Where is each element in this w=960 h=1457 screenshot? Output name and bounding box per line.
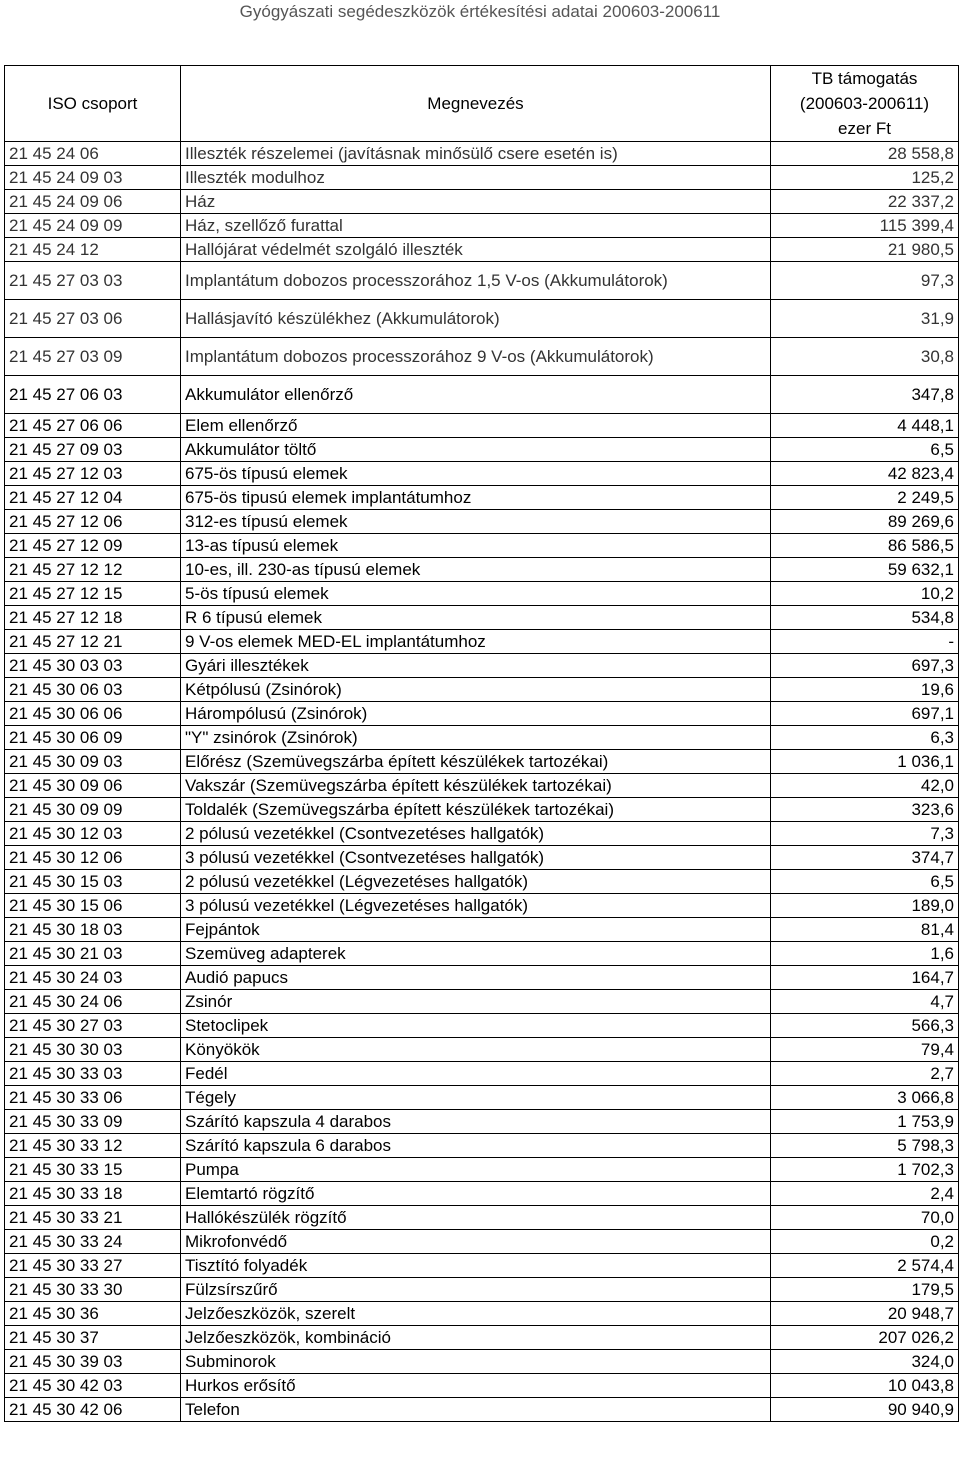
row-value: 2 574,4 bbox=[771, 1254, 959, 1278]
row-code: 21 45 30 33 06 bbox=[5, 1086, 181, 1110]
table-row bbox=[5, 262, 959, 300]
row-value: 697,3 bbox=[771, 654, 959, 678]
row-value: 4,7 bbox=[771, 990, 959, 1014]
row-value: 125,2 bbox=[771, 166, 959, 190]
row-code: 21 45 30 18 03 bbox=[5, 918, 181, 942]
row-value: 10 043,8 bbox=[771, 1374, 959, 1398]
row-name: Jelzőeszközök, szerelt bbox=[181, 1302, 771, 1326]
row-name: Előrész (Szemüvegszárba épített készülékek tartozékai) bbox=[181, 750, 771, 774]
row-name: Toldalék (Szemüvegszárba épített készülékek tartozékai) bbox=[181, 798, 771, 822]
row-value: 0,2 bbox=[771, 1230, 959, 1254]
row-name: Jelzőeszközök, kombináció bbox=[181, 1326, 771, 1350]
row-value: 1 036,1 bbox=[771, 750, 959, 774]
row-code: 21 45 27 12 12 bbox=[5, 558, 181, 582]
row-code: 21 45 30 30 03 bbox=[5, 1038, 181, 1062]
row-value: 2,7 bbox=[771, 1062, 959, 1086]
row-code: 21 45 27 06 06 bbox=[5, 414, 181, 438]
table-row bbox=[5, 798, 959, 822]
row-name: Elemtartó rögzítő bbox=[181, 1182, 771, 1206]
row-code: 21 45 30 12 03 bbox=[5, 822, 181, 846]
table-row bbox=[5, 1062, 959, 1086]
row-name: Akkumulátor ellenőrző bbox=[181, 376, 771, 414]
row-name: Könyökök bbox=[181, 1038, 771, 1062]
row-value: 19,6 bbox=[771, 678, 959, 702]
header-value-line3: ezer Ft bbox=[838, 119, 891, 138]
row-name: Szárító kapszula 6 darabos bbox=[181, 1134, 771, 1158]
table-row bbox=[5, 438, 959, 462]
table-row bbox=[5, 1302, 959, 1326]
row-code: 21 45 30 06 09 bbox=[5, 726, 181, 750]
row-code: 21 45 30 12 06 bbox=[5, 846, 181, 870]
row-code: 21 45 27 12 03 bbox=[5, 462, 181, 486]
table-row bbox=[5, 1230, 959, 1254]
header-value bbox=[771, 66, 959, 142]
row-value: 566,3 bbox=[771, 1014, 959, 1038]
row-code: 21 45 30 42 03 bbox=[5, 1374, 181, 1398]
table-row bbox=[5, 1086, 959, 1110]
row-value: 3 066,8 bbox=[771, 1086, 959, 1110]
table-row bbox=[5, 190, 959, 214]
row-value: 179,5 bbox=[771, 1278, 959, 1302]
table-row bbox=[5, 1014, 959, 1038]
row-value: 697,1 bbox=[771, 702, 959, 726]
row-code: 21 45 30 33 15 bbox=[5, 1158, 181, 1182]
row-value: 1 702,3 bbox=[771, 1158, 959, 1182]
row-name: Subminorok bbox=[181, 1350, 771, 1374]
row-value: 81,4 bbox=[771, 918, 959, 942]
row-value: 4 448,1 bbox=[771, 414, 959, 438]
row-name: Illeszték modulhoz bbox=[181, 166, 771, 190]
row-code: 21 45 30 27 03 bbox=[5, 1014, 181, 1038]
table-row bbox=[5, 1254, 959, 1278]
row-name: Hallójárat védelmét szolgáló illeszték bbox=[181, 238, 771, 262]
table-body bbox=[5, 142, 959, 1422]
table-row bbox=[5, 918, 959, 942]
row-name: 675-ös tipusú elemek implantátumhoz bbox=[181, 486, 771, 510]
table-row bbox=[5, 822, 959, 846]
row-code: 21 45 30 33 30 bbox=[5, 1278, 181, 1302]
row-value: 6,5 bbox=[771, 870, 959, 894]
row-value: 347,8 bbox=[771, 376, 959, 414]
row-value: 324,0 bbox=[771, 1350, 959, 1374]
row-value: 86 586,5 bbox=[771, 534, 959, 558]
table-row bbox=[5, 678, 959, 702]
row-value: 79,4 bbox=[771, 1038, 959, 1062]
row-value: 21 980,5 bbox=[771, 238, 959, 262]
row-code: 21 45 30 39 03 bbox=[5, 1350, 181, 1374]
row-code: 21 45 30 09 09 bbox=[5, 798, 181, 822]
row-name: Elem ellenőrző bbox=[181, 414, 771, 438]
table-row bbox=[5, 702, 959, 726]
table-row bbox=[5, 338, 959, 376]
header-iso-group: ISO csoport bbox=[5, 66, 181, 142]
table-row bbox=[5, 894, 959, 918]
table-row bbox=[5, 1134, 959, 1158]
table-row bbox=[5, 1374, 959, 1398]
table-row bbox=[5, 846, 959, 870]
row-value: 90 940,9 bbox=[771, 1398, 959, 1422]
row-name: Illeszték részelemei (javításnak minősülő csere esetén is) bbox=[181, 142, 771, 166]
row-code: 21 45 24 12 bbox=[5, 238, 181, 262]
table-row bbox=[5, 942, 959, 966]
row-name: 9 V-os elemek MED-EL implantátumhoz bbox=[181, 630, 771, 654]
row-name: Hurkos erősítő bbox=[181, 1374, 771, 1398]
row-code: 21 45 24 06 bbox=[5, 142, 181, 166]
row-value: 42 823,4 bbox=[771, 462, 959, 486]
row-name: Stetoclipek bbox=[181, 1014, 771, 1038]
table-row bbox=[5, 142, 959, 166]
row-name: Pumpa bbox=[181, 1158, 771, 1182]
table-row bbox=[5, 1110, 959, 1134]
row-code: 21 45 30 33 03 bbox=[5, 1062, 181, 1086]
row-code: 21 45 27 09 03 bbox=[5, 438, 181, 462]
row-value: 97,3 bbox=[771, 262, 959, 300]
row-value: - bbox=[771, 630, 959, 654]
row-code: 21 45 30 09 06 bbox=[5, 774, 181, 798]
row-value: 1,6 bbox=[771, 942, 959, 966]
row-name: Hárompólusú (Zsinórok) bbox=[181, 702, 771, 726]
row-code: 21 45 30 21 03 bbox=[5, 942, 181, 966]
row-name: Mikrofonvédő bbox=[181, 1230, 771, 1254]
row-value: 42,0 bbox=[771, 774, 959, 798]
row-name: Ház bbox=[181, 190, 771, 214]
table-row bbox=[5, 654, 959, 678]
row-name: Gyári illesztékek bbox=[181, 654, 771, 678]
row-code: 21 45 30 15 06 bbox=[5, 894, 181, 918]
row-name: 10-es, ill. 230-as típusú elemek bbox=[181, 558, 771, 582]
row-value: 22 337,2 bbox=[771, 190, 959, 214]
row-value: 1 753,9 bbox=[771, 1110, 959, 1134]
row-value: 323,6 bbox=[771, 798, 959, 822]
row-name: Implantátum dobozos processzorához 1,5 V-os (Akkumulátorok) bbox=[181, 262, 771, 300]
table-row bbox=[5, 1326, 959, 1350]
table-row bbox=[5, 300, 959, 338]
row-code: 21 45 30 33 27 bbox=[5, 1254, 181, 1278]
table-row bbox=[5, 558, 959, 582]
row-code: 21 45 27 03 06 bbox=[5, 300, 181, 338]
table-row bbox=[5, 606, 959, 630]
data-table bbox=[4, 65, 959, 1422]
table-row bbox=[5, 870, 959, 894]
row-value: 30,8 bbox=[771, 338, 959, 376]
row-code: 21 45 30 33 18 bbox=[5, 1182, 181, 1206]
row-code: 21 45 24 09 09 bbox=[5, 214, 181, 238]
row-code: 21 45 27 03 03 bbox=[5, 262, 181, 300]
row-code: 21 45 30 33 12 bbox=[5, 1134, 181, 1158]
row-code: 21 45 27 12 15 bbox=[5, 582, 181, 606]
row-name: 13-as típusú elemek bbox=[181, 534, 771, 558]
row-name: Tégely bbox=[181, 1086, 771, 1110]
row-name: Fülzsírszűrő bbox=[181, 1278, 771, 1302]
table-row bbox=[5, 726, 959, 750]
row-name: Szárító kapszula 4 darabos bbox=[181, 1110, 771, 1134]
row-value: 6,3 bbox=[771, 726, 959, 750]
table-row bbox=[5, 414, 959, 438]
table-header-row bbox=[5, 66, 959, 142]
row-code: 21 45 30 33 24 bbox=[5, 1230, 181, 1254]
table-row bbox=[5, 1278, 959, 1302]
row-code: 21 45 30 24 03 bbox=[5, 966, 181, 990]
row-code: 21 45 27 12 09 bbox=[5, 534, 181, 558]
table-row bbox=[5, 630, 959, 654]
row-name: 2 pólusú vezetékkel (Csontvezetéses hallgatók) bbox=[181, 822, 771, 846]
row-value: 20 948,7 bbox=[771, 1302, 959, 1326]
table-row bbox=[5, 1038, 959, 1062]
table-row bbox=[5, 1206, 959, 1230]
table-row bbox=[5, 990, 959, 1014]
row-value: 70,0 bbox=[771, 1206, 959, 1230]
row-code: 21 45 30 42 06 bbox=[5, 1398, 181, 1422]
row-code: 21 45 30 33 09 bbox=[5, 1110, 181, 1134]
table-row bbox=[5, 376, 959, 414]
row-code: 21 45 30 03 03 bbox=[5, 654, 181, 678]
row-code: 21 45 30 06 03 bbox=[5, 678, 181, 702]
row-code: 21 45 30 15 03 bbox=[5, 870, 181, 894]
row-name: Akkumulátor töltő bbox=[181, 438, 771, 462]
row-value: 31,9 bbox=[771, 300, 959, 338]
table-row bbox=[5, 486, 959, 510]
row-value: 28 558,8 bbox=[771, 142, 959, 166]
row-name: Fejpántok bbox=[181, 918, 771, 942]
table-row bbox=[5, 1182, 959, 1206]
table-row bbox=[5, 1398, 959, 1422]
row-code: 21 45 27 12 04 bbox=[5, 486, 181, 510]
row-name: Implantátum dobozos processzorához 9 V-os (Akkumulátorok) bbox=[181, 338, 771, 376]
table-row bbox=[5, 582, 959, 606]
header-name: Megnevezés bbox=[181, 66, 771, 142]
row-code: 21 45 27 03 09 bbox=[5, 338, 181, 376]
row-value: 534,8 bbox=[771, 606, 959, 630]
row-code: 21 45 24 09 03 bbox=[5, 166, 181, 190]
table-row bbox=[5, 750, 959, 774]
row-value: 59 632,1 bbox=[771, 558, 959, 582]
table-row bbox=[5, 462, 959, 486]
row-code: 21 45 27 12 21 bbox=[5, 630, 181, 654]
row-value: 164,7 bbox=[771, 966, 959, 990]
table-row bbox=[5, 214, 959, 238]
row-code: 21 45 27 12 18 bbox=[5, 606, 181, 630]
row-code: 21 45 30 09 03 bbox=[5, 750, 181, 774]
row-code: 21 45 30 36 bbox=[5, 1302, 181, 1326]
row-value: 115 399,4 bbox=[771, 214, 959, 238]
row-name: Hallásjavító készülékhez (Akkumulátorok) bbox=[181, 300, 771, 338]
row-value: 2,4 bbox=[771, 1182, 959, 1206]
row-value: 5 798,3 bbox=[771, 1134, 959, 1158]
row-name: Hallókészülék rögzítő bbox=[181, 1206, 771, 1230]
row-code: 21 45 27 06 03 bbox=[5, 376, 181, 414]
row-name: Fedél bbox=[181, 1062, 771, 1086]
row-name: "Y" zsinórok (Zsinórok) bbox=[181, 726, 771, 750]
row-name: 3 pólusú vezetékkel (Légvezetéses hallgatók) bbox=[181, 894, 771, 918]
row-value: 189,0 bbox=[771, 894, 959, 918]
row-name: Audió papucs bbox=[181, 966, 771, 990]
row-code: 21 45 30 33 21 bbox=[5, 1206, 181, 1230]
row-name: Vakszár (Szemüvegszárba épített készülékek tartozékai) bbox=[181, 774, 771, 798]
row-name: 312-es típusú elemek bbox=[181, 510, 771, 534]
row-name: 3 pólusú vezetékkel (Csontvezetéses hallgatók) bbox=[181, 846, 771, 870]
row-name: R 6 típusú elemek bbox=[181, 606, 771, 630]
row-name: 675-ös típusú elemek bbox=[181, 462, 771, 486]
table-row bbox=[5, 510, 959, 534]
row-code: 21 45 30 24 06 bbox=[5, 990, 181, 1014]
table-row bbox=[5, 166, 959, 190]
row-name: Tisztító folyadék bbox=[181, 1254, 771, 1278]
header-value-line2: (200603-200611) bbox=[799, 94, 930, 113]
row-value: 6,5 bbox=[771, 438, 959, 462]
table-row bbox=[5, 1350, 959, 1374]
row-code: 21 45 30 37 bbox=[5, 1326, 181, 1350]
row-name: 5-ös típusú elemek bbox=[181, 582, 771, 606]
row-value: 2 249,5 bbox=[771, 486, 959, 510]
table-row bbox=[5, 534, 959, 558]
row-name: 2 pólusú vezetékkel (Légvezetéses hallgatók) bbox=[181, 870, 771, 894]
row-name: Kétpólusú (Zsinórok) bbox=[181, 678, 771, 702]
row-value: 374,7 bbox=[771, 846, 959, 870]
header-value-line1: TB támogatás bbox=[811, 69, 918, 88]
table-row bbox=[5, 966, 959, 990]
row-value: 7,3 bbox=[771, 822, 959, 846]
page-title: Gyógyászati segédeszközök értékesítési adatai 200603-200611 bbox=[239, 2, 721, 21]
row-code: 21 45 24 09 06 bbox=[5, 190, 181, 214]
table-row bbox=[5, 1158, 959, 1182]
row-value: 10,2 bbox=[771, 582, 959, 606]
row-name: Ház, szellőző furattal bbox=[181, 214, 771, 238]
row-name: Szemüveg adapterek bbox=[181, 942, 771, 966]
row-code: 21 45 27 12 06 bbox=[5, 510, 181, 534]
table-row bbox=[5, 238, 959, 262]
row-value: 207 026,2 bbox=[771, 1326, 959, 1350]
row-name: Telefon bbox=[181, 1398, 771, 1422]
row-code: 21 45 30 06 06 bbox=[5, 702, 181, 726]
table-row bbox=[5, 774, 959, 798]
row-value: 89 269,6 bbox=[771, 510, 959, 534]
row-name: Zsinór bbox=[181, 990, 771, 1014]
